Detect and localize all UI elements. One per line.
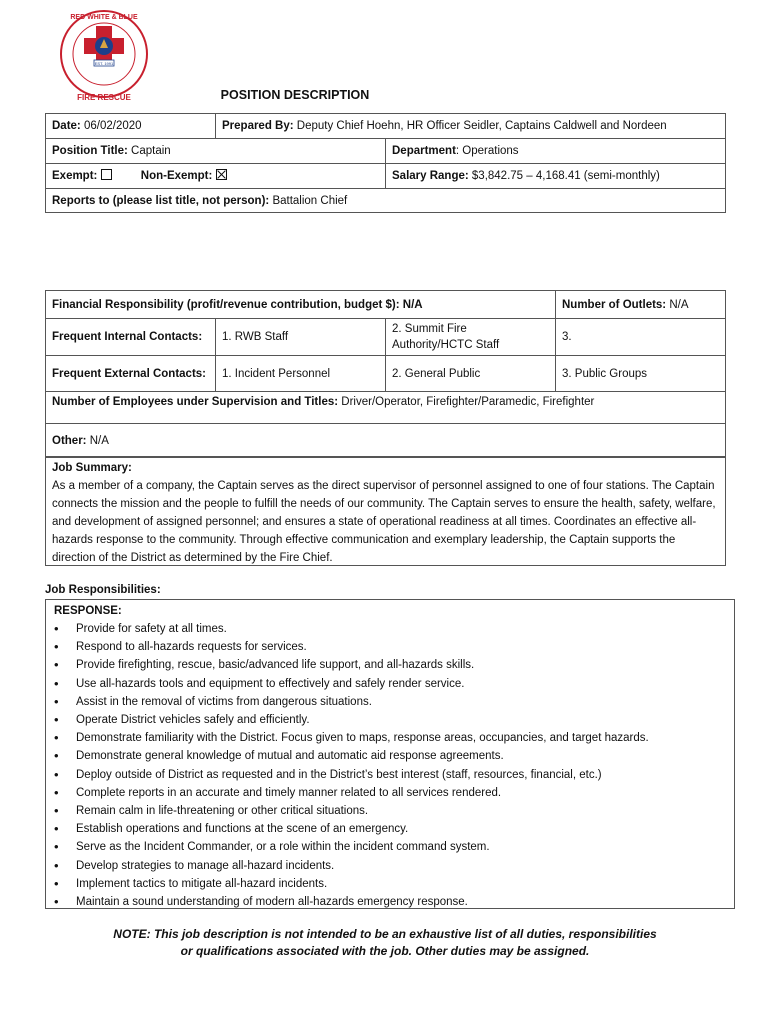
date-value: 06/02/2020: [83, 120, 142, 132]
header-table: [45, 113, 726, 213]
list-item: • Develop strategies to manage all-hazard incidents.: [76, 857, 728, 875]
job-summary-box: [45, 456, 726, 566]
list-item: • Demonstrate familiarity with the District. Focus given to maps, response areas, occupancies, and target hazards.: [76, 729, 728, 747]
responsibilities-list: [54, 620, 728, 911]
internal-contact-2: 2. Summit Fire Authority/HCTC Staff: [386, 319, 556, 356]
logo-mid-text: EST. 1991: [94, 61, 114, 66]
other-cell: [46, 424, 726, 458]
exemption-cell: [46, 164, 386, 189]
note-line-1: NOTE: This job description is not intended to be an exhaustive list of all duties, responsibilities: [113, 927, 657, 941]
list-item: • Implement tactics to mitigate all-hazard incidents.: [76, 875, 728, 893]
job-summary-text: As a member of a company, the Captain serves as the direct supervisor of personnel assigned to one of four stations. The Captain connects the mission and the people to fulfill the needs of our community. The Captain serves to ensure the health, safety, welfare, and development of assigned personnel; and ensures a state of operational readiness at all times. Coordinates an effective all-hazards response to the community. Through effective communication and exemplary leadership, the Captain supports the direction of the District as determined by the Fire Chief.: [52, 480, 716, 564]
responsibility-table: [45, 290, 726, 458]
list-item: • Demonstrate general knowledge of mutual and automatic aid response agreements.: [76, 747, 728, 765]
reports-to-cell: [46, 189, 726, 213]
list-item: • Provide firefighting, rescue, basic/advanced life support, and all-hazards skills.: [76, 656, 728, 674]
responsibilities-box: [45, 599, 735, 909]
list-item: • Maintain a sound understanding of modern all-hazards emergency response.: [76, 893, 728, 911]
list-item: • Deploy outside of District as requested and in the District’s best interest (staff, resources, financial, etc.): [76, 766, 728, 784]
list-item: • Use all-hazards tools and equipment to effectively and safely render service.: [76, 675, 728, 693]
reports-to-label: Reports to (please list title, not person):: [52, 194, 270, 207]
list-item: • Respond to all-hazards requests for services.: [76, 638, 728, 656]
employees-cell: [46, 392, 726, 424]
list-item: • Serve as the Incident Commander, or a role within the incident command system.: [76, 838, 728, 856]
job-summary-label: Job Summary:: [52, 462, 132, 474]
position-title-cell: [46, 139, 386, 164]
logo-top-text: RED WHITE & BLUE: [70, 14, 138, 21]
logo-bottom-text: FIRE RESCUE: [77, 93, 131, 102]
non-exempt-label: Non-Exempt:: [140, 170, 213, 182]
date-cell: [46, 114, 216, 139]
page-title: POSITION DESCRIPTION: [220, 88, 370, 102]
note-line-2: or qualifications associated with the job. Other duties may be assigned.: [180, 944, 590, 958]
employees-value: Driver/Operator, Firefighter/Paramedic, Firefighter: [341, 396, 595, 408]
internal-contact-3: 3.: [556, 319, 726, 356]
prepared-by-label: Prepared By:: [222, 120, 294, 132]
reports-to-value: Battalion Chief: [272, 194, 348, 207]
list-item: • Remain calm in life-threatening or other critical situations.: [76, 802, 728, 820]
internal-contact-1: 1. RWB Staff: [216, 319, 386, 356]
list-item: • Assist in the removal of victims from dangerous situations.: [76, 693, 728, 711]
prepared-by-value: Deputy Chief Hoehn, HR Officer Seidler, Captains Caldwell and Nordeen: [296, 120, 667, 132]
exempt-checkbox[interactable]: [101, 169, 112, 180]
outlets-value: N/A: [669, 298, 689, 311]
list-item: • Complete reports in an accurate and timely manner related to all services rendered.: [76, 784, 728, 802]
external-contacts-label: Frequent External Contacts:: [46, 356, 216, 392]
salary-label: Salary Range:: [392, 170, 469, 182]
date-label: Date:: [52, 120, 81, 132]
salary-value: $3,842.75 – 4,168.41 (semi-monthly): [471, 170, 660, 182]
position-title-value: Captain: [131, 145, 171, 157]
other-value: N/A: [89, 434, 109, 447]
prepared-by-cell: [216, 114, 726, 139]
disclaimer-note: [0, 926, 770, 960]
response-section-label: RESPONSE:: [54, 605, 122, 617]
department-cell: [386, 139, 726, 164]
external-contact-3: 3. Public Groups: [556, 356, 726, 392]
list-item: • Operate District vehicles safely and efficiently.: [76, 711, 728, 729]
department-label: Department: [392, 145, 456, 157]
list-item: • Establish operations and functions at the scene of an emergency.: [76, 820, 728, 838]
external-contact-1: 1. Incident Personnel: [216, 356, 386, 392]
list-item: • Provide for safety at all times.: [76, 620, 728, 638]
exempt-label: Exempt:: [52, 170, 98, 182]
outlets-label: Number of Outlets:: [562, 298, 667, 311]
position-title-label: Position Title:: [52, 145, 128, 157]
external-contact-2: 2. General Public: [386, 356, 556, 392]
internal-contacts-label: Frequent Internal Contacts:: [46, 319, 216, 356]
employees-label: Number of Employees under Supervision and Titles:: [52, 396, 339, 408]
other-label: Other:: [52, 434, 87, 447]
job-responsibilities-heading: Job Responsibilities:: [45, 584, 161, 596]
department-value: : Operations: [455, 145, 519, 157]
salary-cell: [386, 164, 726, 189]
non-exempt-checkbox[interactable]: [216, 169, 227, 180]
financial-responsibility: Financial Responsibility (profit/revenue contribution, budget $): N/A: [46, 291, 556, 319]
outlets-cell: [556, 291, 726, 319]
